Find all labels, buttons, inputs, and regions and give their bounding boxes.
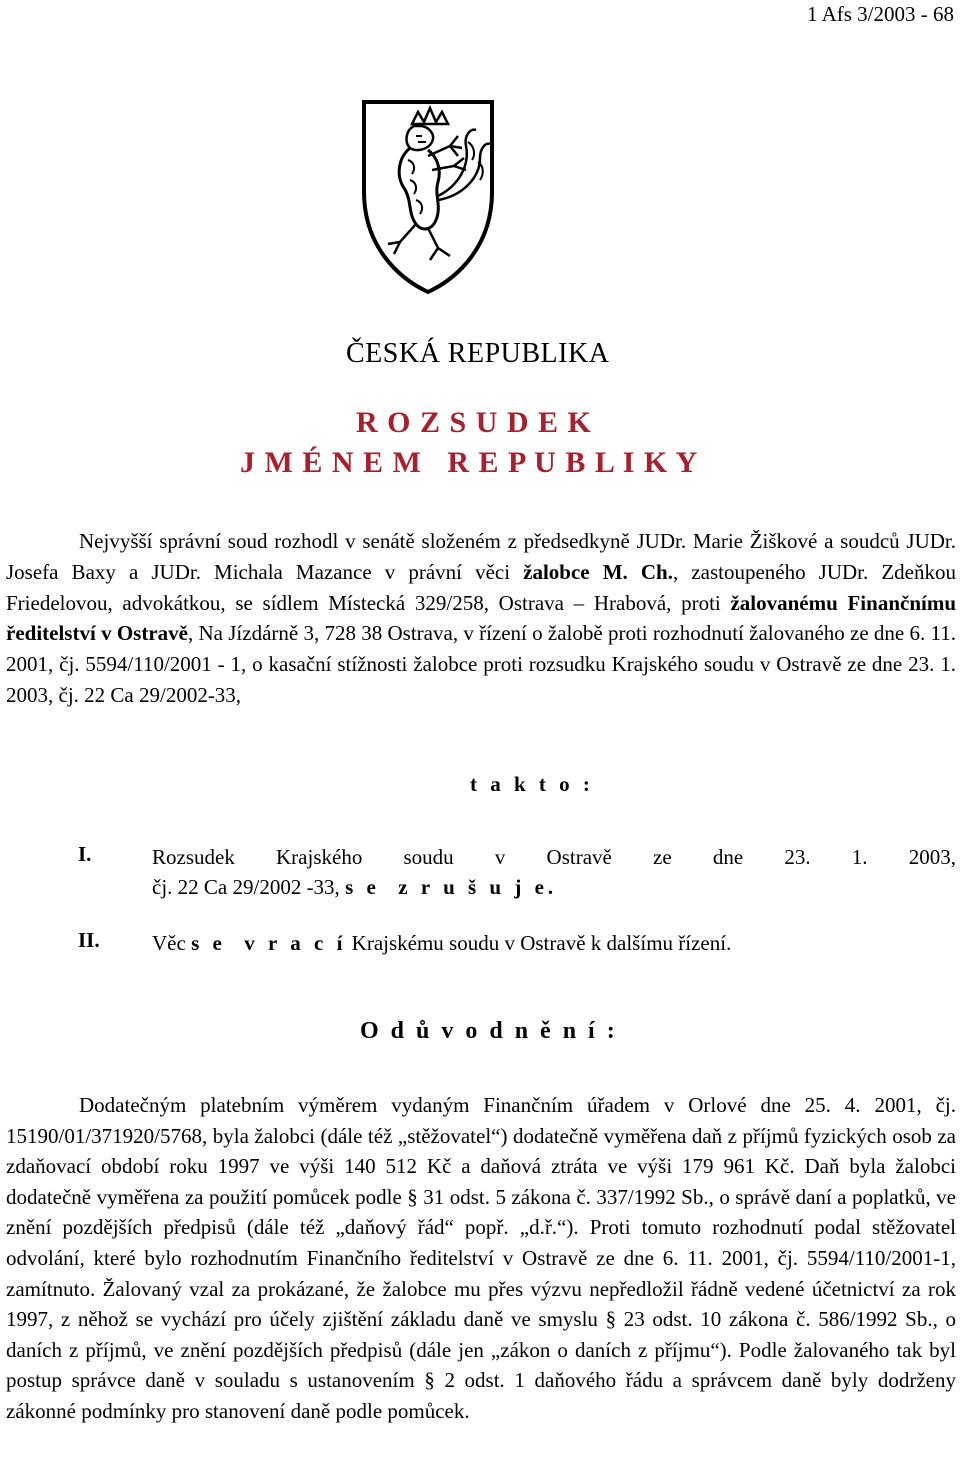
verdict-number: I. (78, 842, 92, 866)
verdict-number: II. (78, 928, 100, 952)
country-name: ČESKÁ REPUBLIKA (346, 338, 610, 369)
judgment-title: R O Z S U D E K (356, 406, 592, 439)
intro-text-2: , zastoupeného JUDr. Zdeňkou Friedelovou, advokátkou, se sídlem Místecká 329/258, Ostrava – Hrabová, proti (6, 559, 956, 615)
verdict-emphasis: s e v r a c í (191, 931, 347, 955)
czech-lion-coat-of-arms-icon (358, 96, 498, 296)
judgment-subtitle: J M É N E M R E P U B L I K Y (240, 446, 699, 479)
plaintiff-name: žalobce M. Ch. (523, 559, 673, 584)
intro-text-3: , Na Jízdárně 3, 728 38 Ostrava, v řízení o žalobě proti rozhodnutí žalovaného ze dne 6. 11. 2001, čj. 5594/110/2001 - 1, o kasační stížnosti žalobce proti rozsudku Krajského soudu v Ostravě ze dne 23. 1. 2003, čj. 22 Ca 29/2002-33, (6, 621, 956, 707)
takto-heading: t a k t o : (470, 772, 594, 796)
case-number: 1 Afs 3/2003 - 68 (807, 2, 954, 26)
intro-text-1: Nejvyšší správní soud rozhodl v senátě složeném z předsedkyně JUDr. Marie Žiškové a soudců JUDr. Josefa Baxy a JUDr. Michala Mazance v právní věci (6, 529, 956, 584)
intro-paragraph (6, 526, 956, 711)
verdict-text (152, 928, 956, 958)
verdict-line-1: Rozsudek Krajského soudu v Ostravě ze dne 23. 1. 2003, (152, 845, 956, 869)
verdict-emphasis: s e z r u š u j e. (345, 875, 558, 899)
reasoning-heading: O d ů v o d n ě n í : (360, 1018, 618, 1044)
defendant-name: žalovanému Finančnímu ředitelství v Ostravě (6, 590, 956, 646)
verdict-text (152, 842, 956, 902)
verdict-post: Krajskému soudu v Ostravě k dalšímu řízení. (346, 931, 732, 955)
verdict-pre: Věc (152, 931, 192, 955)
verdict-line-2: čj. 22 Ca 29/2002 -33, (152, 875, 346, 899)
reasoning-paragraph: Dodatečným platebním výměrem vydaným Finančním úřadem v Orlové dne 25. 4. 2001, čj. 15190/01/371920/5768, byla žalobci (dále též „stěžovatel“) dodatečně vyměřena daň z příjmů fyzických osob za zdaňovací období roku 1997 ve výši 140 512 Kč a daňová ztráta ve výši 179 961 Kč. Daň byla žalobci dodatečně vyměřena za použití pomůcek podle § 31 odst. 5 zákona č. 337/1992 Sb., o správě daní a poplatků, ve znění pozdějších předpisů (dále též „daňový řád“ popř. „d.ř.“). Proti tomuto rozhodnutí podal stěžovatel odvolání, které bylo rozhodnutím Finančního ředitelství v Ostravě ze dne 6. 11. 2001, čj. 5594/110/2001-1, zamítnuto. Žalovaný vzal za prokázané, že žalobce mu přes výzvu nepředložil řádně vedené účetnictví za rok 1997, z něhož se vychází pro účely zjištění základu daně ve smyslu § 23 odst. 10 zákona č. 586/1992 Sb., o daních z příjmů, ve znění pozdějších předpisů (dále jen „zákon o daních z příjmu“). Podle žalovaného tak byl postup správce daně v souladu s ustanovením § 2 odst. 1 daňového řádu a správcem daně byly dodrženy zákonné podmínky pro stanovení daně podle pomůcek. (6, 1093, 956, 1423)
